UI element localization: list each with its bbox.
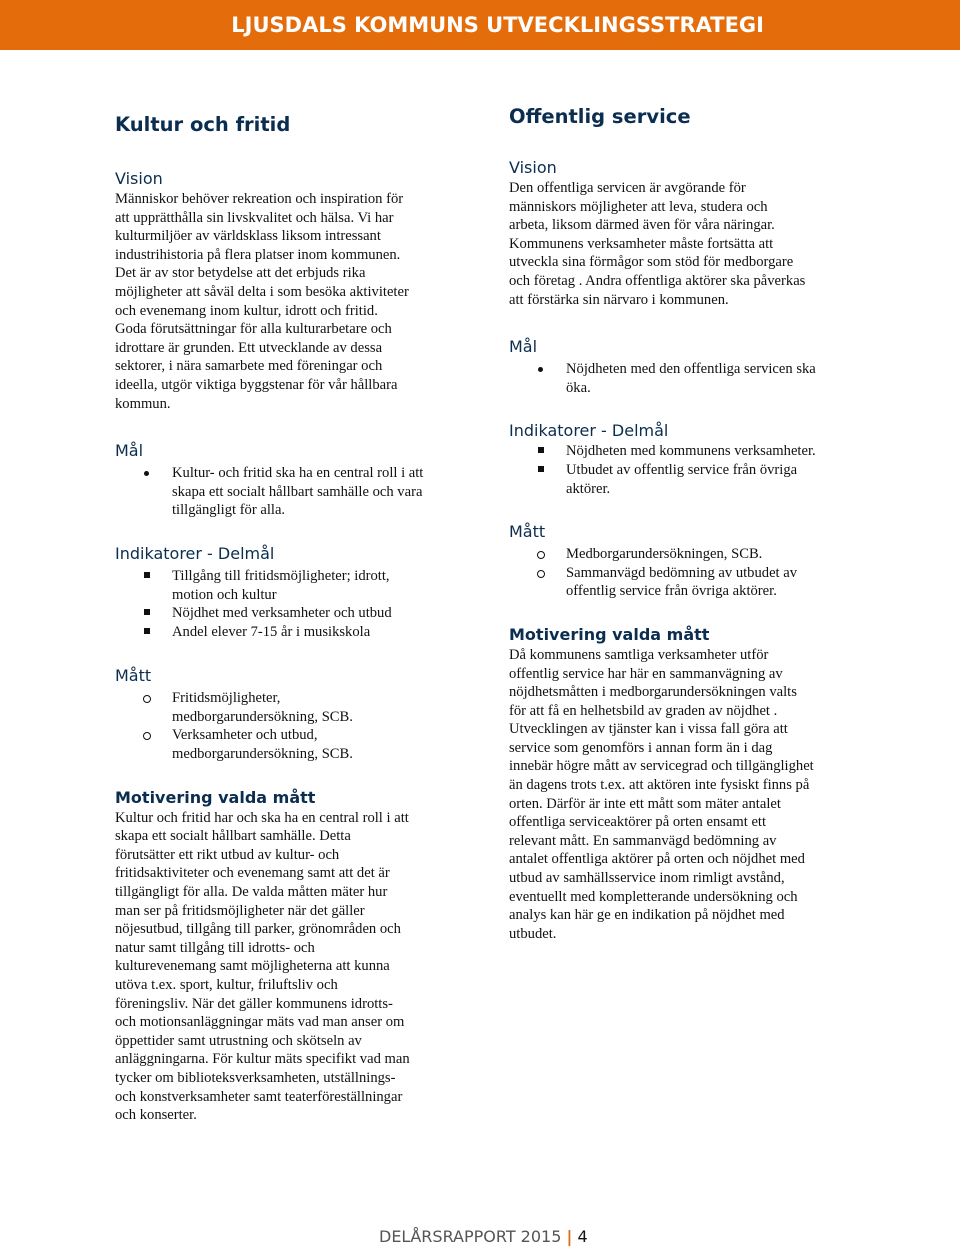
header-banner [0,0,960,50]
text-line: Det är av stor betydelse att det erbjuds rika [115,265,366,282]
matt-heading: Mått [509,522,546,542]
text-line: relevant mått. En sammanvägd bedömning av [509,832,777,849]
text-line: utveckla sina förmågor som stöd för medborgare [509,254,794,271]
text-line: utöva t.ex. sport, kultur, friluftsliv och [115,977,338,993]
text-line: anläggningarna. För kultur mäts specifikt vad man [115,1051,410,1068]
text-line: och konstverksamheter samt teaterföreställningar [115,1088,403,1105]
text-line: eventuellt med kompletterande undersökning och [509,888,798,905]
text-line: att upprätthålla sin livskvalitet och hälsa. Vi har [115,209,394,226]
list-item: Nöjdheten med kommunens verksamheter. [566,443,816,460]
text-line: Då kommunens samtliga verksamheter utför [509,646,769,663]
indikatorer-heading: Indikatorer - Delmål [115,543,275,563]
section-title: Offentlig service [509,105,691,128]
text-line: att förstärka sin närvaro i kommunen. [509,291,729,308]
text-line: kulturmiljöer av världsklass liksom intressant [115,228,381,245]
mal-heading: Mål [509,337,538,357]
text-line: nöjesutbud, tillgång till parker, grönområden och [115,921,401,938]
text-line: Goda förutsättningar för alla kulturarbetare och [115,321,392,338]
text-line: för att få en helhetsbild av graden av nöjdhet . [509,702,778,719]
text-line: kommun. [115,395,171,412]
text-line: ideella, utgör viktiga byggstenar för vår hållbara [115,376,398,393]
vision-heading: Vision [115,169,163,188]
text-line: nöjdhetsmåtten i medborgarundersökningen valts [509,684,797,701]
text-line: arbeta, liksom därmed även för våra näringar. [509,217,775,234]
indikatorer-list [509,442,854,498]
document-title: LJUSDALS KOMMUNS UTVECKLINGSSTRATEGI [231,13,764,37]
text-line: offentlig service har här en sammanvägning av [509,665,783,682]
text-line: orten. Därför är inte ett mått som mäter antalet [509,795,781,812]
list-item: Verksamheter och utbud, medborgarundersökning, SCB. [172,727,353,763]
text-line: möjligheter att såväl delta i som besöka aktiviteter [115,283,409,300]
motivering-text [115,809,460,1125]
matt-heading: Mått [115,666,152,686]
motivering-heading: Motivering valda mått [115,787,316,807]
text-line: och konserter. [115,1107,197,1124]
text-line: och motionsanläggningar mäts vad man anser om [115,1014,405,1031]
text-line: natur samt tillgång till idrotts- och [115,939,315,956]
list-item: Utbudet av offentlig service från övriga aktörer. [566,461,798,497]
text-line: Människor behöver rekreation och inspiration för [115,191,404,207]
text-line: öppettider samt utrustning och skötseln av [115,1032,362,1049]
vision-text [509,179,854,309]
vision-heading: Vision [509,158,557,177]
text-line: skapa ett socialt hållbart samhälle. Detta [115,828,351,845]
section-kultur-och-fritid [115,110,460,1125]
page-footer [379,1227,588,1246]
text-line: analys kan här ge en indikation på nöjdhet med [509,907,785,924]
text-line: tillgängligt för alla. De valda måtten mäter hur [115,884,388,901]
section-title: Kultur och fritid [115,113,291,136]
text-line: Utvecklingen av tjänster kan i vissa fall göra att [509,721,788,738]
text-line: förutsätter ett rikt utbud av kultur- och [115,846,340,863]
list-item: Kultur- och fritid ska ha en central roll i att skapa ett socialt hållbart samhälle och vara tillgängligt för alla. [172,465,424,519]
list-item: Andel elever 7-15 år i musikskola [172,623,371,640]
text-line: och företag . Andra offentliga aktörer ska påverkas [509,272,806,289]
text-line: offentliga serviceaktörer på orten ensamt ett [509,814,767,831]
text-line: utbudet. [509,925,557,942]
indikatorer-heading: Indikatorer - Delmål [509,421,669,441]
text-line: föreningsliv. När det gäller kommunens idrotts- [115,995,393,1012]
text-line: sektorer, i nära samarbete med föreningar och [115,358,383,375]
vision-text [115,190,460,413]
text-line: innebär högre mått av servicegrad och tillgänglighet [509,758,814,775]
text-line: antalet offentliga aktörer på orten och nöjdhet med [509,851,805,868]
list-item: Medborgarundersökningen, SCB. [566,546,763,563]
list-item: Sammanvägd bedömning av utbudet av offentlig service från övriga aktörer. [566,564,798,600]
matt-list [115,689,460,763]
mal-list [115,464,460,520]
text-line: människors möjligheter att leva, studera och [509,198,768,215]
text-line: och evenemang inom kultur, idrott och fritid. [115,302,378,319]
list-item: Nöjdheten med den offentliga servicen ska öka. [566,361,816,396]
list-item: Nöjdhet med verksamheter och utbud [172,605,392,622]
text-line: Den offentliga servicen är avgörande för [509,180,746,196]
text-line: fritidsaktiviteter och evenemang samt att det är [115,865,390,882]
footer-separator: | [566,1227,573,1246]
text-line: än dagens trots t.ex. att aktören inte fysiskt finns på [509,777,810,794]
text-line: idrottare är grunden. Ett utvecklande av dessa [115,339,383,356]
text-line: utbud av samhällsservice inom rimligt avstånd, [509,870,785,887]
mal-list [509,360,854,397]
page-number: 4 [577,1227,588,1246]
motivering-text [509,646,854,944]
list-item: Tillgång till fritidsmöjligheter; idrott, motion och kultur [172,567,390,603]
matt-list [509,545,854,601]
list-item: Fritidsmöjligheter, medborgarundersökning, SCB. [172,690,353,725]
text-line: industrihistoria på flera platser inom kommunen. [115,246,401,263]
text-line: man ser på fritidsmöjligheter när det gäller [115,902,365,919]
text-line: Kultur och fritid har och ska ha en central roll i att [115,809,409,826]
section-offentlig-service [509,102,854,943]
text-line: Kommunens verksamheter måste fortsätta att [509,235,774,252]
text-line: tycker om biblioteksverksamheten, utställnings- [115,1069,396,1086]
text-line: kulturevenemang samt möjligheterna att kunna [115,958,390,975]
mal-heading: Mål [115,441,144,461]
indikatorer-list [115,567,460,641]
text-line: service som genomförs i annan form än i dag [509,739,773,756]
footer-label: DELÅRSRAPPORT 2015 [379,1227,562,1246]
motivering-heading: Motivering valda mått [509,624,710,644]
